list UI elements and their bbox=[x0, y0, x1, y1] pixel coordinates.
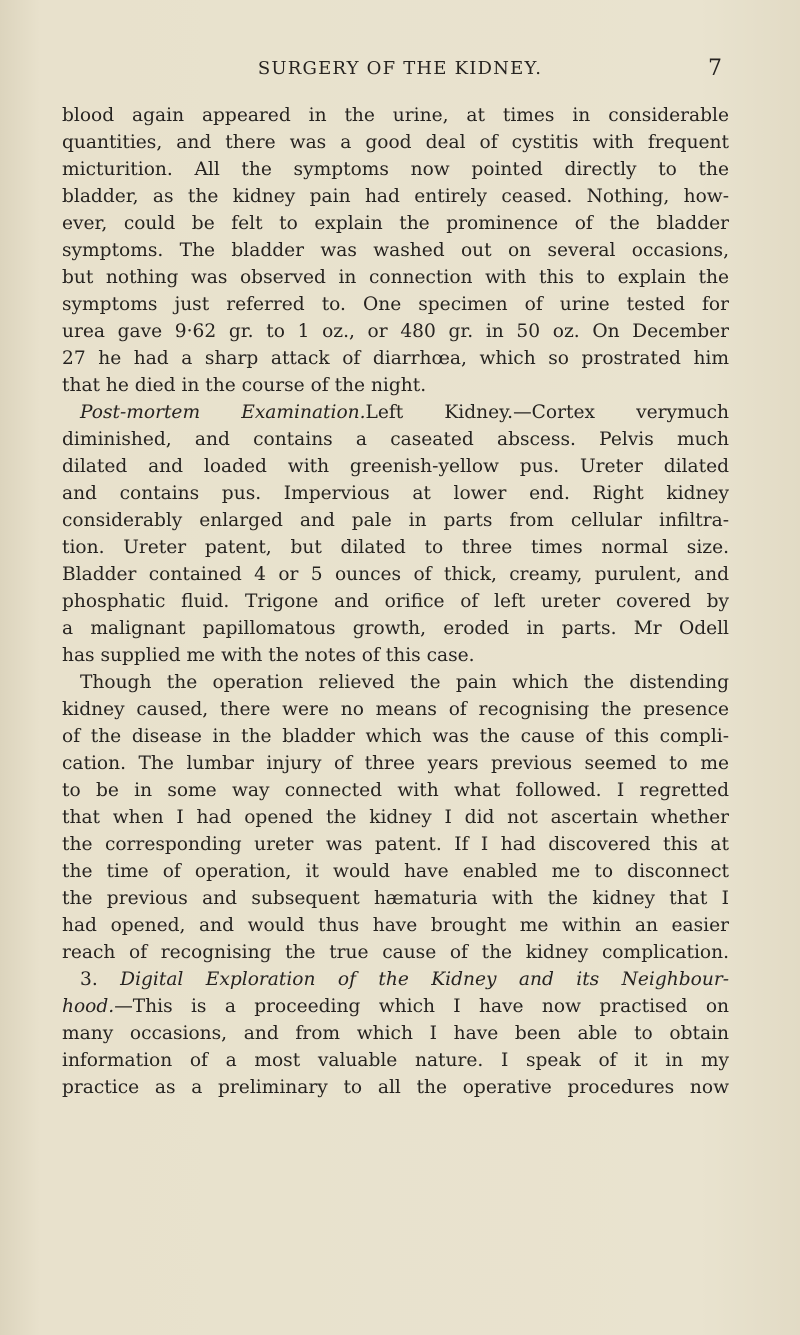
text-line: and contains pus. Impervious at lower end. Right kidney bbox=[62, 483, 729, 504]
text-line: symptoms. The bladder was washed out on several occasions, bbox=[62, 240, 729, 261]
text-line: many occasions, and from which I have been able to obtain bbox=[62, 1023, 729, 1044]
text-line: practice as a preliminary to all the operative procedures now bbox=[62, 1077, 729, 1098]
text-line: Post-mortem Examination.Left Kidney.—Cortex verymuch bbox=[80, 402, 729, 423]
text-line: dilated and loaded with greenish-yellow pus. Ureter dilated bbox=[62, 456, 729, 477]
text-line: the corresponding ureter was patent. If I had discovered this at bbox=[62, 834, 729, 855]
text-line: Bladder contained 4 or 5 ounces of thick, creamy, purulent, and bbox=[62, 564, 729, 585]
text-line: to be in some way connected with what followed. I regretted bbox=[62, 780, 729, 801]
section-number: 3. bbox=[80, 969, 98, 990]
text-line: 27 he had a sharp attack of diarrhœa, which so prostrated him bbox=[62, 348, 729, 369]
text-line: urea gave 9·62 gr. to 1 oz., or 480 gr. in 50 oz. On December bbox=[62, 321, 729, 342]
page-number: 7 bbox=[708, 56, 722, 81]
body-text bbox=[62, 102, 729, 1101]
text-line: phosphatic fluid. Trigone and orifice of left ureter covered by bbox=[62, 591, 729, 612]
text-line: that when I had opened the kidney I did not ascertain whether bbox=[62, 807, 729, 828]
text-line: quantities, and there was a good deal of cystitis with frequent bbox=[62, 132, 729, 153]
section-heading-post-mortem: Post-mortem Examination. bbox=[80, 402, 366, 423]
text-line: kidney caused, there were no means of recognising the presence bbox=[62, 699, 729, 720]
text-line: considerably enlarged and pale in parts from cellular infiltra- bbox=[62, 510, 729, 531]
text-line: of the disease in the bladder which was the cause of this compli- bbox=[62, 726, 729, 747]
text-line: a malignant papillomatous growth, eroded in parts. Mr Odell bbox=[62, 618, 729, 639]
text-line: Though the operation relieved the pain which the distending bbox=[80, 672, 729, 693]
section-heading-continued: hood. bbox=[62, 996, 115, 1017]
text-line: blood again appeared in the urine, at times in considerable bbox=[62, 105, 729, 126]
text-line: diminished, and contains a caseated abscess. Pelvis much bbox=[62, 429, 729, 450]
running-head: SURGERY OF THE KIDNEY. bbox=[257, 58, 543, 79]
text-line: cation. The lumbar injury of three years previous seemed to me bbox=[62, 753, 729, 774]
text-line: ever, could be felt to explain the prominence of the bladder bbox=[62, 213, 729, 234]
text-line: symptoms just referred to. One specimen of urine tested for bbox=[62, 294, 729, 315]
text-line: information of a most valuable nature. I speak of it in my bbox=[62, 1050, 729, 1071]
text-line: that he died in the course of the night. bbox=[62, 375, 427, 396]
section-heading-digital-exploration: Digital Exploration of the Kidney and its Neighbour- bbox=[120, 969, 729, 990]
text-line: bladder, as the kidney pain had entirely ceased. Nothing, how- bbox=[62, 186, 729, 207]
text-line: but nothing was observed in connection with this to explain the bbox=[62, 267, 729, 288]
text-line: has supplied me with the notes of this case. bbox=[62, 645, 475, 666]
text-line: the time of operation, it would have enabled me to disconnect bbox=[62, 861, 729, 882]
text-line: had opened, and would thus have brought me within an easier bbox=[62, 915, 729, 936]
page-header bbox=[0, 58, 800, 88]
text-line bbox=[62, 966, 729, 993]
text-line: micturition. All the symptoms now pointed directly to the bbox=[62, 159, 729, 180]
text-line: tion. Ureter patent, but dilated to three times normal size. bbox=[62, 537, 729, 558]
text-line: reach of recognising the true cause of the kidney complication. bbox=[62, 942, 729, 963]
text-line: the previous and subsequent hæmaturia with the kidney that I bbox=[62, 888, 729, 909]
text-line: hood.—This is a proceeding which I have now practised on bbox=[62, 996, 729, 1017]
